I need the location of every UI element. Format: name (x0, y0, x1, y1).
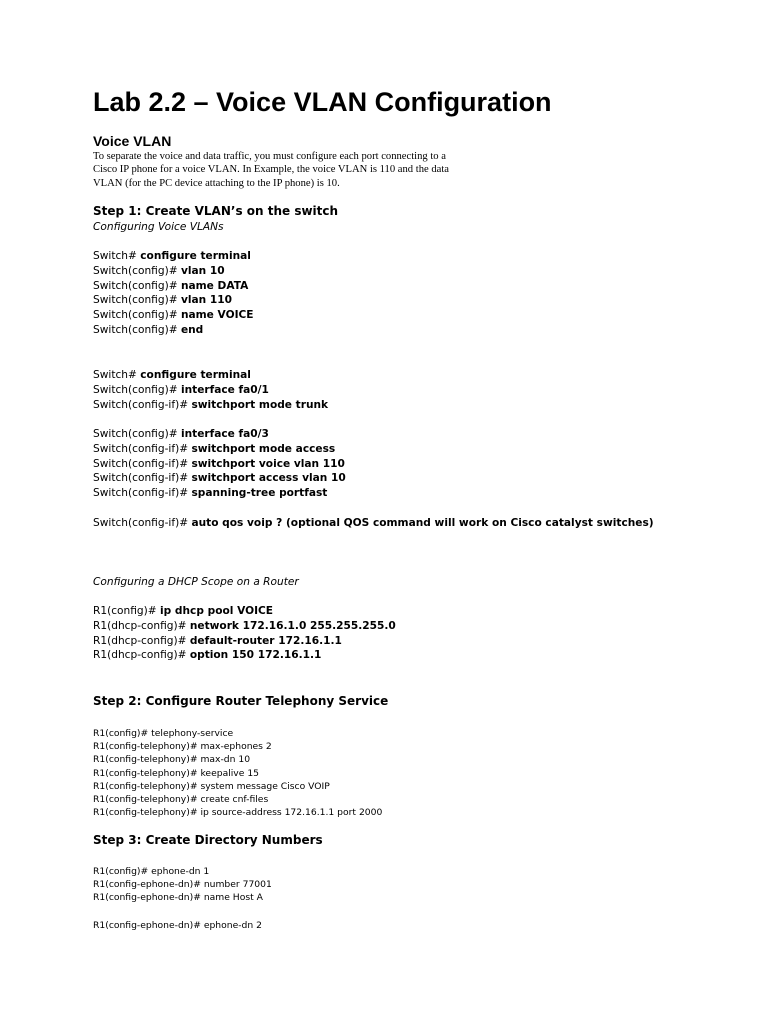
trunk-config-block (93, 368, 328, 412)
command-prompt: R1(dhcp-config)# (93, 634, 190, 647)
command-line: R1(config-telephony)# create cnf-files (93, 793, 269, 805)
command-prompt: Switch(config)# (93, 264, 181, 277)
command-line (93, 516, 654, 531)
command-prompt: Switch(config-if)# (93, 457, 192, 470)
command-prompt: Switch(config-if)# (93, 487, 192, 500)
command-text: configure terminal (140, 250, 251, 262)
command-line (93, 604, 396, 619)
command-line (93, 323, 254, 338)
command-prompt: Switch(config)# (93, 383, 181, 396)
command-prompt: Switch(config-if)# (93, 472, 192, 485)
command-prompt: Switch(config-if)# (93, 398, 192, 411)
vlan-create-block (93, 249, 254, 338)
voice-vlan-paragraph (93, 150, 449, 190)
command-line: R1(config)# ephone-dn 1 (93, 866, 210, 877)
command-text: switchport access vlan 10 (191, 472, 346, 485)
command-text: switchport mode access (191, 442, 336, 455)
paragraph-line: Cisco IP phone for a voice VLAN. In Example, the voice VLAN is 110 and the data (93, 164, 449, 176)
command-line: R1(config-telephony)# max-dn 10 (93, 754, 251, 766)
dhcp-subheading: Configuring a DHCP Scope on a Router (93, 576, 299, 588)
command-text: ip dhcp pool VOICE (160, 605, 274, 617)
command-text: switchport mode trunk (191, 398, 329, 411)
command-text: network 172.16.1.0 255.255.255.0 (189, 619, 396, 632)
command-prompt: Switch# (93, 369, 141, 381)
ephone-dn2-block (93, 919, 262, 932)
step1-heading: Step 1: Create VLAN’s on the switch (93, 204, 339, 218)
command-line (93, 457, 346, 472)
command-line: R1(config-ephone-dn)# name Host A (93, 892, 263, 904)
command-text: vlan 110 (180, 294, 232, 307)
command-text: auto qos voip ? (optional QOS command will work on Cisco catalyst switches) (191, 517, 654, 529)
command-prompt: Switch(config-if)# (93, 442, 192, 455)
command-text: option 150 172.16.1.1 (189, 649, 322, 662)
command-line (93, 442, 346, 457)
command-text: configure terminal (140, 369, 251, 381)
command-line (93, 383, 328, 398)
command-line: R1(config-telephony)# max-ephones 2 (93, 741, 272, 753)
command-text: switchport voice vlan 110 (191, 457, 345, 470)
telephony-block (93, 727, 382, 819)
command-line (93, 368, 328, 383)
command-prompt: Switch# (93, 250, 141, 262)
command-text: name DATA (180, 279, 249, 292)
command-line (93, 293, 254, 308)
page-title: Lab 2.2 – Voice VLAN Configuration (93, 87, 552, 117)
command-prompt: Switch(config-if)# (93, 517, 192, 529)
command-line: R1(config-ephone-dn)# ephone-dn 2 (93, 920, 262, 931)
command-line: R1(config)# telephony-service (93, 728, 234, 739)
command-text: spanning-tree portfast (191, 487, 328, 500)
command-line: R1(config-telephony)# keepalive 15 (93, 767, 260, 779)
command-line (93, 427, 346, 442)
dhcp-block (93, 604, 396, 663)
command-line (93, 398, 328, 413)
paragraph-line: VLAN (for the PC device attaching to the IP phone) is 10. (93, 177, 340, 189)
command-line: R1(config-telephony)# ip source-address 172.16.1.1 port 2000 (93, 807, 383, 819)
command-text: interface fa0/1 (180, 383, 269, 396)
command-text: vlan 10 (180, 264, 225, 277)
command-line (93, 486, 346, 501)
ephone-dn-block (93, 865, 272, 905)
voice-vlan-heading: Voice VLAN (93, 133, 172, 149)
access-port-block (93, 427, 346, 501)
command-text: name VOICE (180, 309, 254, 322)
qos-block (93, 516, 654, 531)
command-prompt: Switch(config)# (93, 309, 181, 322)
step1-subheading: Configuring Voice VLANs (93, 221, 224, 233)
command-line (93, 471, 346, 486)
paragraph-line: To separate the voice and data traffic, you must configure each port connecting to a (93, 151, 446, 162)
command-prompt: R1(dhcp-config)# (93, 619, 190, 632)
command-prompt: Switch(config)# (93, 279, 181, 292)
command-prompt: R1(dhcp-config)# (93, 649, 190, 662)
command-prompt: Switch(config)# (93, 428, 181, 440)
command-line (93, 249, 254, 264)
command-line (93, 648, 396, 663)
command-text: default-router 172.16.1.1 (189, 634, 342, 647)
command-prompt: Switch(config)# (93, 294, 181, 307)
command-prompt: R1(config)# (93, 605, 161, 617)
command-line (93, 634, 396, 649)
command-line (93, 264, 254, 279)
command-line (93, 279, 254, 294)
command-line: R1(config-telephony)# system message Cisco VOIP (93, 780, 330, 792)
command-line (93, 308, 254, 323)
command-text: end (180, 323, 204, 336)
step2-heading: Step 2: Configure Router Telephony Service (93, 694, 389, 708)
command-line (93, 619, 396, 634)
command-text: interface fa0/3 (180, 428, 269, 440)
step3-heading: Step 3: Create Directory Numbers (93, 833, 323, 847)
command-line: R1(config-ephone-dn)# number 77001 (93, 879, 272, 891)
command-prompt: Switch(config)# (93, 323, 181, 336)
